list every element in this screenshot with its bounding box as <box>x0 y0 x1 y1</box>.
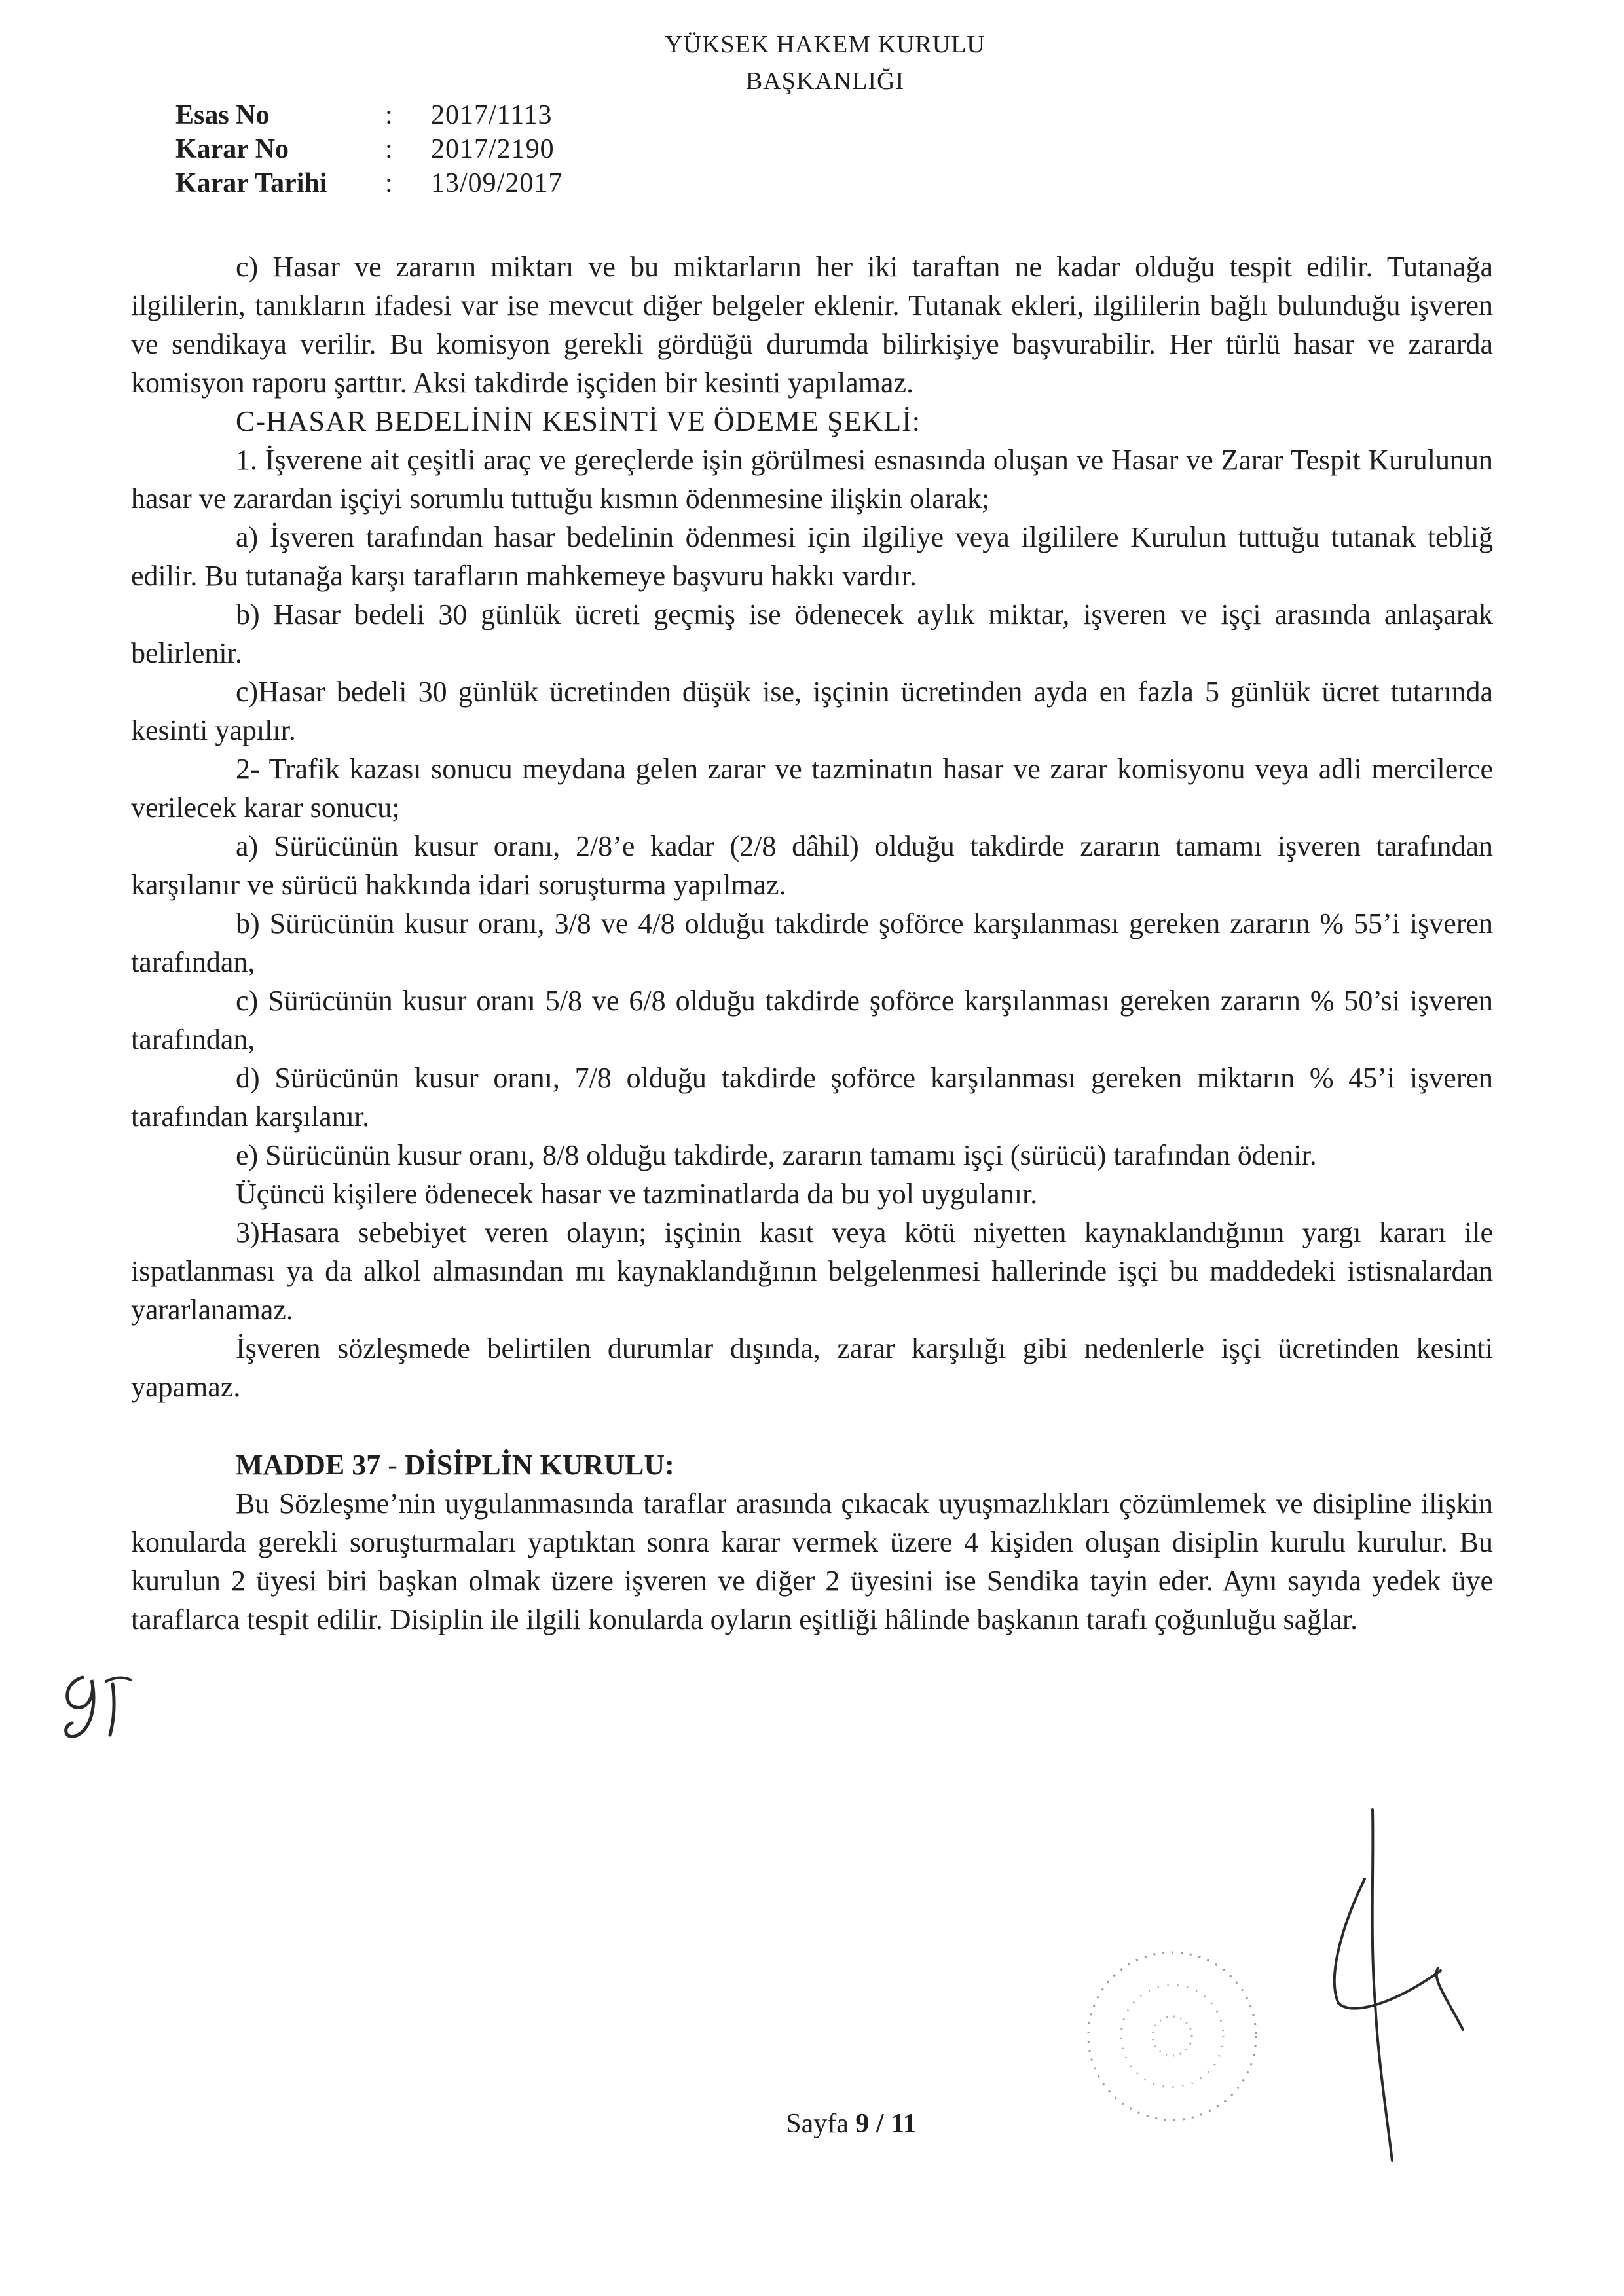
decision-date-value: 13/09/2017 <box>431 168 563 198</box>
paragraph-item-2a: a) Sürücünün kusur oranı, 2/8’e kadar (2/8 dâhil) olduğu takdirde zararın tamamı işveren tarafından karşılanır ve sürücü hakkında idari soruşturma yapılmaz. <box>131 830 1493 901</box>
stamp-icon <box>1074 1938 1270 2134</box>
paragraph-item-1c: c)Hasar bedeli 30 günlük ücretinden düşük ise, işçinin ücretinden ayda en fazla 5 günlük ücret tutarında kesinti yapılır. <box>131 676 1493 746</box>
paragraph-item-1a: a) İşveren tarafından hasar bedelinin ödenmesi için ilgiliye veya ilgililere Kurulun tuttuğu tutanak tebliğ edilir. Bu tutanağa karşı tarafların mahkemeye başvuru hakkı vardır. <box>131 521 1493 592</box>
paragraph-damage-amount: c) Hasar ve zararın miktarı ve bu miktarların her iki taraftan ne kadar olduğu tespit edilir. Tutanağa ilgililerin, tanıkların ifadesi var ise mevcut diğer belgeler eklenir. Tutanak ekleri, ilgililerin bağlı bulunduğu işveren ve sendikaya verilir. Bu komisyon gerekli gördüğü durumda bilirkişiye başvurabilir. Her türlü hasar ve zararda komisyon raporu şarttır. Aksi takdirde işçiden bir kesinti yapılamaz. <box>131 251 1493 399</box>
handwritten-mark-icon <box>58 1658 143 1743</box>
issuer-header <box>602 26 1048 100</box>
paragraph-item-2: 2- Trafik kazası sonucu meydana gelen zarar ve tazminatın hasar ve zarar komisyonu veya adli mercilerce verilecek karar sonucu; <box>131 753 1493 824</box>
paragraph-item-2c: c) Sürücünün kusur oranı 5/8 ve 6/8 olduğu takdirde şoförce karşılanması gereken zararın % 50’si işveren tarafından, <box>131 985 1493 1055</box>
issuer-office: BAŞKANLIĞI <box>745 67 905 95</box>
section-subtitle: C-HASAR BEDELİNİN KESİNTİ VE ÖDEME ŞEKLİ: <box>236 405 921 437</box>
paragraph-item-3: 3)Hasara sebebiyet veren olayın; işçinin kasıt veya kötü niyetten kaynaklandığının yargı kararı ile ispatlanması ya da alkol almasından mı kaynaklandığının belgelenmesi hallerinde işçi bu maddedeki istisnalardan yararlanamaz. <box>131 1216 1493 1326</box>
decision-number-value: 2017/2190 <box>431 134 555 164</box>
colon: : <box>385 134 393 164</box>
colon: : <box>385 168 393 198</box>
paragraph-item-2b: b) Sürücünün kusur oranı, 3/8 ve 4/8 olduğu takdirde şoförce karşılanması gereken zararın % 55’i işveren tarafından, <box>131 907 1493 978</box>
colon: : <box>385 100 393 130</box>
paragraph-item-1b: b) Hasar bedeli 30 günlük ücreti geçmiş ise ödenecek aylık miktar, işveren ve işçi arasında anlaşarak belirlenir. <box>131 598 1493 669</box>
page-separator: / <box>876 2109 884 2139</box>
paragraph-item-1: 1. İşverene ait çeşitli araç ve gereçlerde işin görülmesi esnasında oluşan ve Hasar ve Zarar Tespit Kurulunun hasar ve zarardan işçiyi sorumlu tuttuğu kısmın ödenmesine ilişkin olarak; <box>131 444 1493 515</box>
paragraph-employer-note: İşveren sözleşmede belirtilen durumlar dışında, zarar karşılığı gibi nedenlerle işçi ücretinden kesinti yapamaz. <box>131 1332 1493 1403</box>
decision-date-label: Karar Tarihi <box>175 168 327 198</box>
handwritten-initial-mark <box>58 1658 143 1746</box>
page-footer <box>0 2108 1624 2140</box>
paragraph-item-2e: e) Sürücünün kusur oranı, 8/8 olduğu takdirde, zararın tamamı işçi (sürücü) tarafından ödenir. <box>236 1139 1317 1171</box>
page-word: Sayfa <box>786 2109 849 2139</box>
page-total: 11 <box>891 2109 917 2139</box>
paragraph-item-2d: d) Sürücünün kusur oranı, 7/8 olduğu takdirde şoförce karşılanması gereken miktarın % 45’i işveren tarafından karşılanır. <box>131 1062 1493 1133</box>
case-number-label: Esas No <box>175 100 270 130</box>
decision-number-label: Karar No <box>175 134 289 164</box>
decision-date-row <box>175 166 563 200</box>
case-info-block <box>175 98 563 200</box>
article-text: Bu Sözleşme’nin uygulanmasında taraflar arasında çıkacak uyuşmazlıkları çözümlemek ve disipline ilişkin konularda gerekli soruşturmaları yaptıktan sonra karar vermek üzere 4 kişiden oluşan disiplin kurulu kurulur. Bu kurulun 2 üyesi biri başkan olmak üzere işveren ve diğer 2 üyesini ise Sendika tayin eder. Aynı sayıda yedek üye taraflarca tespit edilir. Disiplin ile ilgili konularda oyların eşitliği hâlinde başkanın tarafı çoğunluğu sağlar. <box>131 1487 1493 1635</box>
case-number-value: 2017/1113 <box>431 100 553 130</box>
document-body <box>131 247 1493 1639</box>
decision-number-row <box>175 132 563 166</box>
case-number-row <box>175 98 563 132</box>
issuer-name: YÜKSEK HAKEM KURULU <box>665 31 986 58</box>
article-title: MADDE 37 - DİSİPLİN KURULU: <box>236 1449 674 1481</box>
page-current: 9 <box>855 2109 870 2139</box>
paragraph-third-party: Üçüncü kişilere ödenecek hasar ve tazminatlarda da bu yol uygulanır. <box>236 1178 1038 1210</box>
